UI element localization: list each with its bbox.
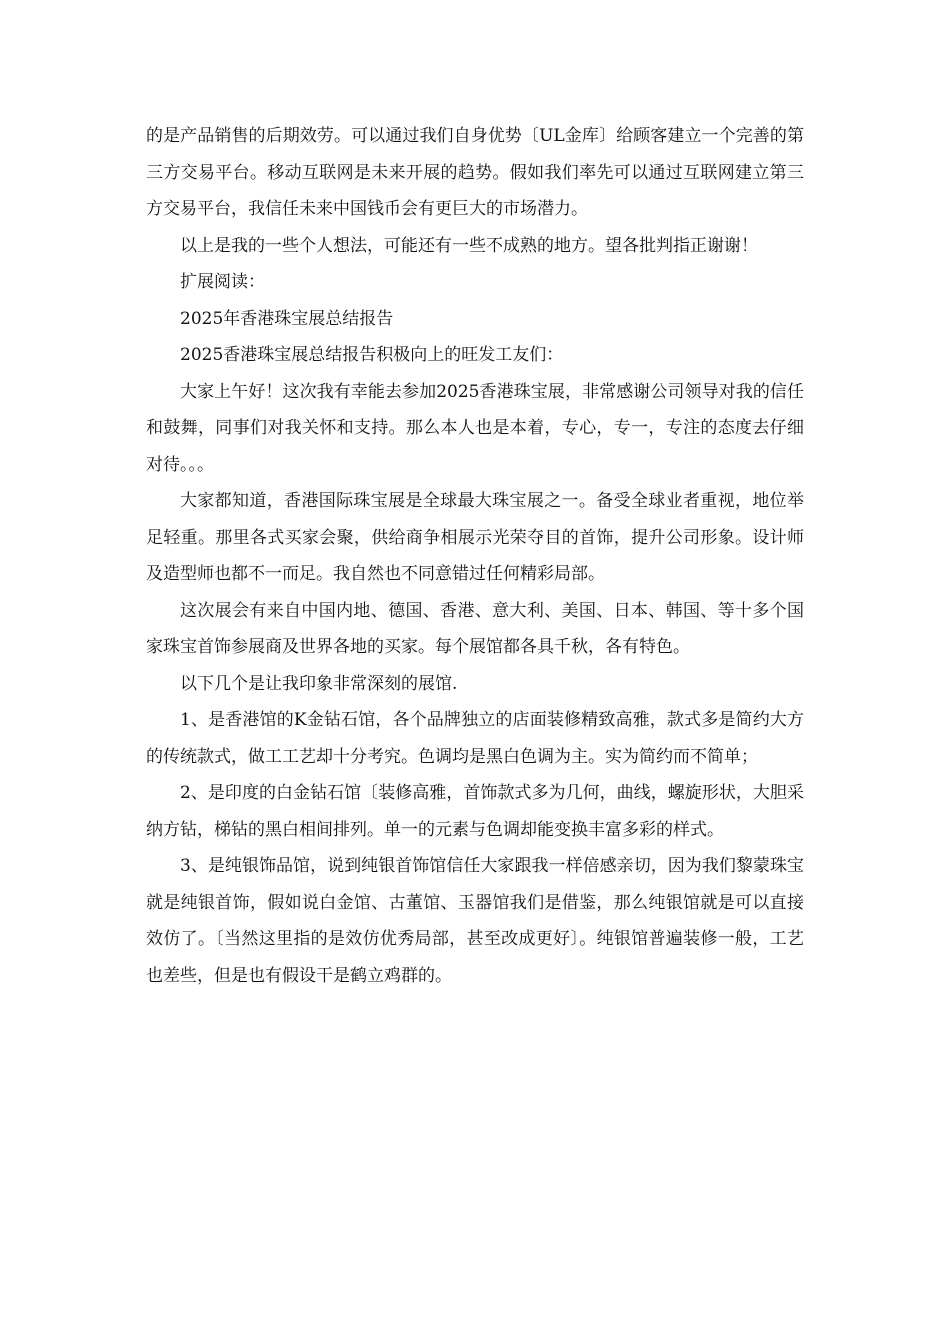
paragraph-9: 以下几个是让我印象非常深刻的展馆.: [180, 673, 458, 694]
paragraph-5: 2025香港珠宝展总结报告积极向上的旺发工友们：: [180, 345, 564, 365]
paragraph-3: 扩展阅读：: [180, 272, 265, 292]
paragraph-11: 2、是印度的白金钻石馆〔装修高雅，首饰款式多为几何，曲线，螺旋形状，大胆采纳方钻，梯钻的黑白相间排列。单一的元素与色调却能变换丰富多彩的样式。: [146, 783, 804, 840]
paragraph-6: 大家上午好！这次我有幸能去参加2025香港珠宝展，非常感谢公司领导对我的信任和鼓舞，同事们对我关怀和支持。那么本人也是本着，专心，专一，专注的态度去仔细对待。。。: [146, 381, 804, 475]
paragraph-1: 的是产品销售的后期效劳。可以通过我们自身优势〔UL金库〕给顾客建立一个完善的第三方交易平台。移动互联网是未来开展的趋势。假如我们率先可以通过互联网建立第三方交易平台，我信任未来中国钱币会有更巨大的市场潜力。: [146, 126, 804, 219]
paragraph-10: 1、是香港馆的K金钻石馆，各个品牌独立的店面装修精致高雅，款式多是简约大方的传统款式，做工工艺却十分考究。色调均是黑白色调为主。实为简约而不简单；: [146, 710, 804, 767]
paragraph-12: 3、是纯银饰品馆，说到纯银首饰馆信任大家跟我一样倍感亲切，因为我们黎蒙珠宝就是纯银首饰，假如说白金馆、古董馆、玉器馆我们是借鉴，那么纯银馆就是可以直接效仿了。〔当然这里指的是效仿优秀局部，甚至改成更好〕。纯银馆普遍装修一般，工艺也差些，但是也有假设干是鹤立鸡群的。: [146, 856, 804, 986]
paragraph-8: 这次展会有来自中国内地、德国、香港、意大利、美国、日本、韩国、等十多个国家珠宝首饰参展商及世界各地的买家。每个展馆都各具千秋，各有特色。: [146, 600, 804, 657]
paragraph-2: 以上是我的一些个人想法，可能还有一些不成熟的地方。望各批判指正谢谢！: [180, 235, 758, 256]
paragraph-7: 大家都知道，香港国际珠宝展是全球最大珠宝展之一。备受全球业者重视，地位举足轻重。那里各式买家会聚，供给商争相展示光荣夺目的首饰，提升公司形象。设计师及造型师也都不一而足。我自然也不同意错过任何精彩局部。: [146, 491, 804, 584]
paragraph-4: 2025年香港珠宝展总结报告: [180, 308, 394, 329]
